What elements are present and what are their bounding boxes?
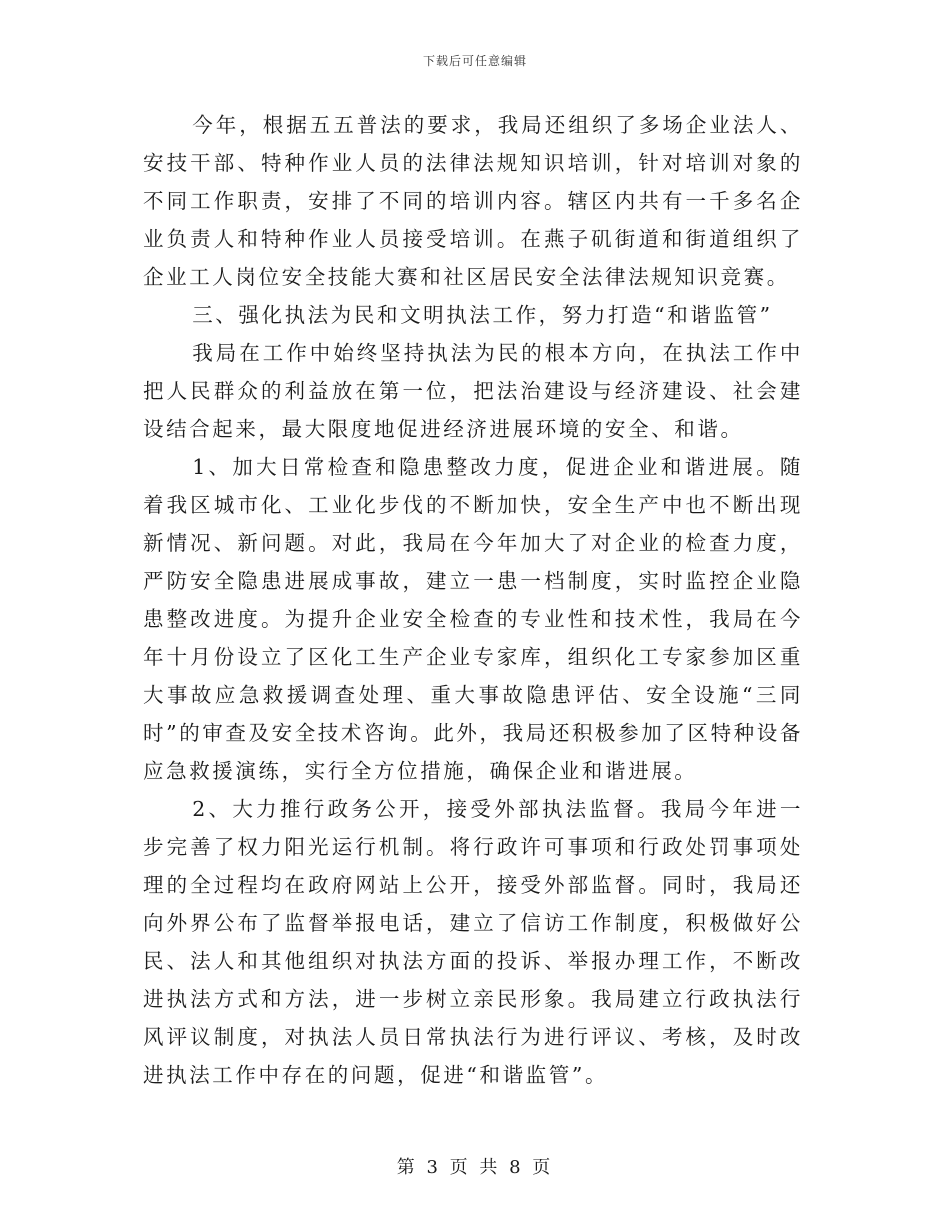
document-body [143,106,803,1094]
paragraph-transparency: 2、大力推行政务公开，接受外部执法监督。我局今年进一步完善了权力阳光运行机制。将行政许可事项和行政处罚事项处理的全过程均在政府网站上公开，接受外部监督。同时，我局还向外界公布了监督举报电话，建立了信访工作制度，积极做好公民、法人和其他组织对执法方面的投诉、举报办理工作，不断改进执法方式和方法，进一步树立亲民形象。我局建立行政执法行风评议制度，对执法人员日常执法行为进行评议、考核，及时改进执法工作中存在的问题，促进“和谐监管”。 [143,797,803,1087]
page-number: 第 3 页 共 8 页 [396,1157,554,1178]
section-heading-3: 三、强化执法为民和文明执法工作，努力打造“和谐监管” [192,303,773,327]
paragraph-inspection: 1、加大日常检查和隐患整改力度，促进企业和谐进展。随着我区城市化、工业化步伐的不断加快，安全生产中也不断出现新情况、新问题。对此，我局在今年加大了对企业的检查力度，严防安全隐患进展成事故，建立一患一档制度，实时监控企业隐患整改进度。为提升企业安全检查的专业性和技术性，我局在今年十月份设立了区化工生产企业专家库，组织化工专家参加区重大事故应急救援调查处理、重大事故隐患评估、安全设施“三同时”的审查及安全技术咨询。此外，我局还积极参加了区特种设备应急救援演练，实行全方位措施，确保企业和谐进展。 [143,455,803,783]
header-note: 下载后可任意编辑 [422,54,527,68]
paragraph-principle: 我局在工作中始终坚持执法为民的根本方向，在执法工作中把人民群众的利益放在第一位，把法治建设与经济建设、社会建设结合起来，最大限度地促进经济进展环境的安全、和谐。 [143,341,803,441]
paragraph-training: 今年，根据五五普法的要求，我局还组织了多场企业法人、安技干部、特种作业人员的法律法规知识培训，针对培训对象的不同工作职责，安排了不同的培训内容。辖区内共有一千多名企业负责人和特种作业人员接受培训。在燕子矶街道和街道组织了企业工人岗位安全技能大赛和社区居民安全法律法规知识竞赛。 [143,113,803,289]
